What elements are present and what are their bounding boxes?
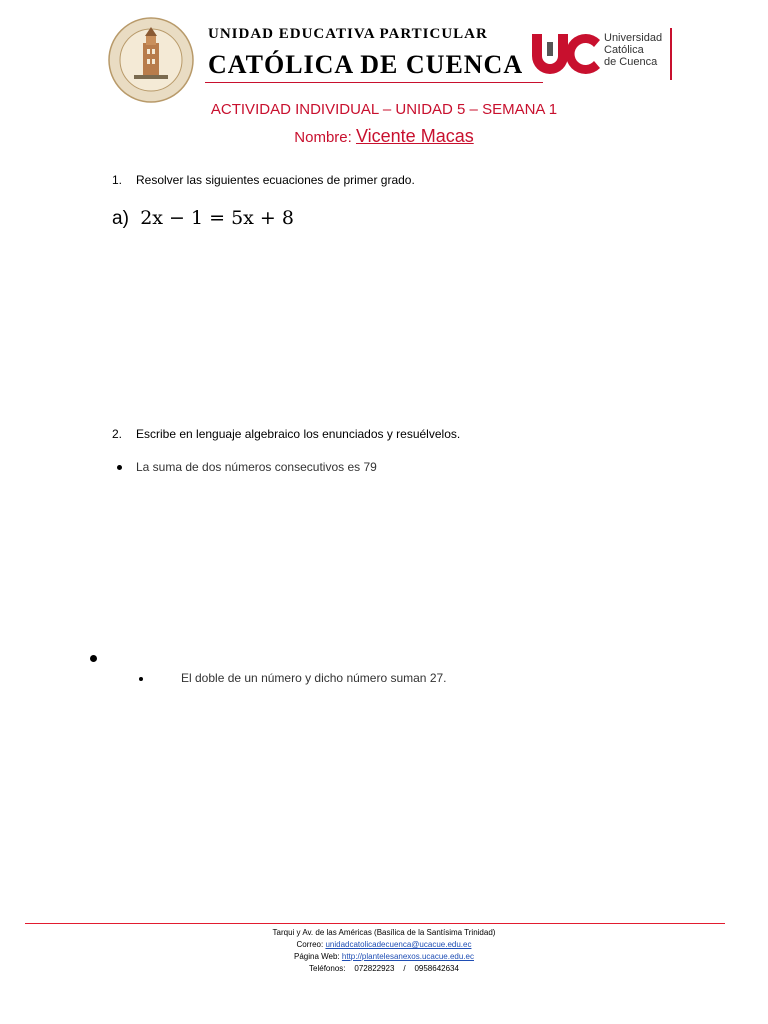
name-label: Nombre: bbox=[294, 129, 352, 146]
footer-web-line bbox=[0, 951, 768, 963]
question-1 bbox=[112, 173, 415, 187]
university-name-line: Universidad bbox=[604, 32, 663, 44]
question-2 bbox=[112, 427, 460, 441]
question-number: 2. bbox=[112, 427, 123, 441]
bullet-icon bbox=[117, 465, 122, 470]
name-line bbox=[0, 126, 768, 147]
question-text: Escribe en lenguaje algebraico los enunciados y resuélvelos. bbox=[136, 427, 461, 441]
bullet-icon bbox=[139, 677, 143, 681]
email-link[interactable]: unidadcatolicadecuenca@ucacue.edu.ec bbox=[325, 940, 472, 949]
activity-title: ACTIVIDAD INDIVIDUAL – UNIDAD 5 – SEMANA 1 bbox=[210, 101, 558, 118]
question-number: 1. bbox=[112, 173, 123, 187]
student-name: Vicente Macas bbox=[355, 126, 474, 146]
list-item: El doble de un número y dicho número suman 27. bbox=[181, 671, 447, 685]
uc-logo-icon bbox=[528, 30, 604, 78]
bullet-icon bbox=[90, 655, 97, 662]
footer-phones-label: Teléfonos: bbox=[309, 964, 346, 973]
list-item: La suma de dos números consecutivos es 79 bbox=[136, 460, 377, 474]
question-text: Resolver las siguientes ecuaciones de primer grado. bbox=[136, 173, 415, 187]
university-name-line: Católica bbox=[604, 44, 644, 56]
logo-divider bbox=[670, 28, 672, 80]
phone-separator: / bbox=[403, 964, 406, 973]
footer-phones-line bbox=[0, 963, 768, 975]
footer-divider bbox=[25, 923, 725, 924]
equation: 2x − 1 = 5x + 8 bbox=[140, 207, 294, 229]
university-name bbox=[604, 32, 662, 68]
footer-web-label: Página Web: bbox=[294, 952, 340, 961]
footer bbox=[0, 927, 768, 975]
footer-email-label: Correo: bbox=[296, 940, 324, 949]
phone-number: 0958642634 bbox=[414, 964, 459, 973]
school-name-line1: UNIDAD EDUCATIVA PARTICULAR bbox=[208, 26, 488, 42]
item-label: a) bbox=[112, 208, 129, 229]
school-name-line2: CATÓLICA DE CUENCA bbox=[208, 50, 524, 79]
web-link[interactable]: http://plantelesanexos.ucacue.edu.ec bbox=[341, 952, 474, 961]
footer-email-line bbox=[0, 939, 768, 951]
phone-number: 072822923 bbox=[354, 964, 395, 973]
university-name-line: de Cuenca bbox=[604, 56, 658, 68]
footer-address: Tarqui y Av. de las Américas (Basílica de la Santísima Trinidad) bbox=[272, 928, 496, 937]
equation-a bbox=[112, 207, 294, 230]
school-seal-icon bbox=[108, 17, 194, 103]
header-divider bbox=[205, 82, 543, 83]
